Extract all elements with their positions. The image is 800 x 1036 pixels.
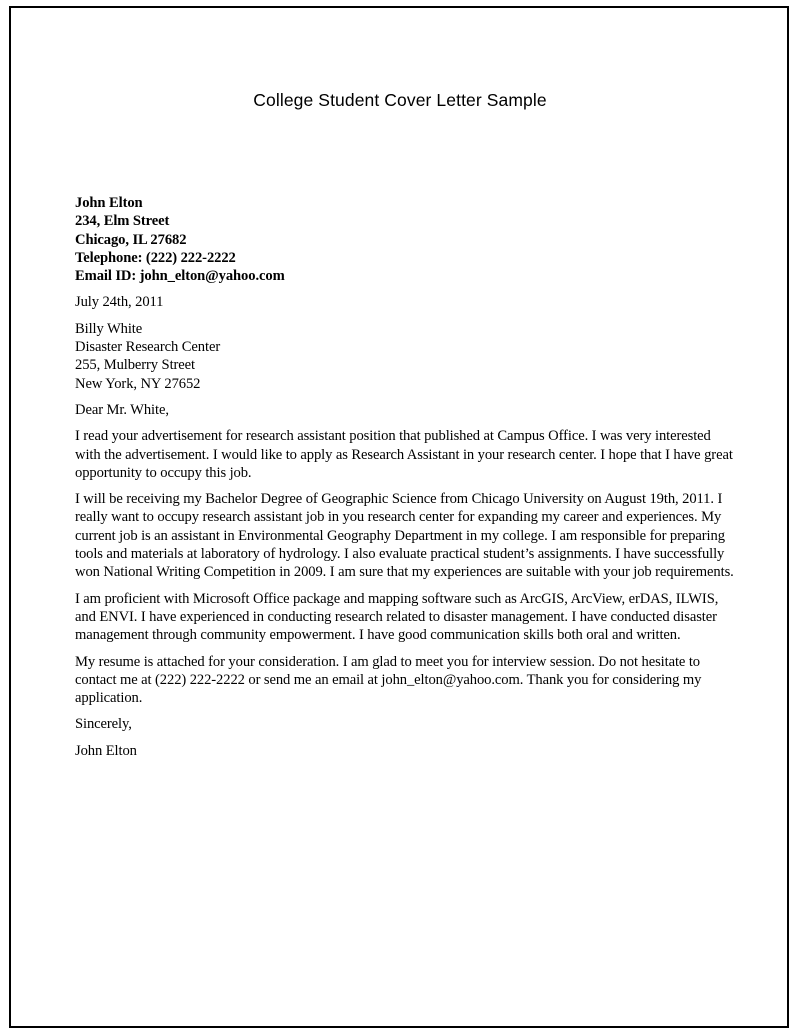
paragraph-skills: I am proficient with Microsoft Office package and mapping software such as ArcGIS, ArcView, erDAS, ILWIS, and ENVI. I have experienced in conducting research related to disaster management. I have conducted disaster management through community empowerment. I have good communication skills both oral and written.: [75, 590, 719, 644]
recipient-block: [75, 320, 734, 393]
paragraph-closing: My resume is attached for your consideration. I am glad to meet you for interview session. Do not hesitate to contact me at (222) 222-2222 or send me an email at john_elton@yahoo.com. Thank you for considering my application.: [75, 653, 702, 707]
salutation: Dear Mr. White,: [75, 401, 169, 418]
document-title: College Student Cover Letter Sample: [253, 90, 547, 110]
sender-city: Chicago, IL 27682: [75, 231, 187, 248]
sender-name: John Elton: [75, 195, 143, 211]
sender-email: Email ID: john_elton@yahoo.com: [75, 268, 285, 285]
recipient-organization: Disaster Research Center: [75, 339, 221, 356]
recipient-name: Billy White: [75, 320, 143, 337]
recipient-city: New York, NY 27652: [75, 375, 201, 392]
closing: Sincerely,: [75, 716, 132, 733]
paragraph-intro: I read your advertisement for research assistant position that published at Campus Office. I was very interested with the advertisement. I would like to apply as Research Assistant in your research center. I hope that I have great opportunity to occupy this job.: [75, 428, 733, 481]
signature: John Elton: [75, 742, 137, 759]
date-line: July 24th, 2011: [75, 294, 164, 311]
sender-street: 234, Elm Street: [75, 213, 170, 230]
recipient-street: 255, Mulberry Street: [75, 357, 195, 374]
paragraph-qualifications: I will be receiving my Bachelor Degree of Geographic Science from Chicago University on August 19th, 2011. I really want to occupy research assistant job in you research center for expanding my career and experiences. My current job is an assistant in Environmental Geography Department in my college. I am responsible for preparing tools and materials at laboratory of hydrology. I also evaluate practical student’s assignments. I have successfully won National Writing Competition in 2009. I am sure that my experiences are suitable with your job requirements.: [75, 491, 734, 581]
sender-telephone: Telephone: (222) 222-2222: [75, 249, 236, 266]
sender-block: [75, 194, 734, 285]
letter-body: [75, 194, 734, 768]
